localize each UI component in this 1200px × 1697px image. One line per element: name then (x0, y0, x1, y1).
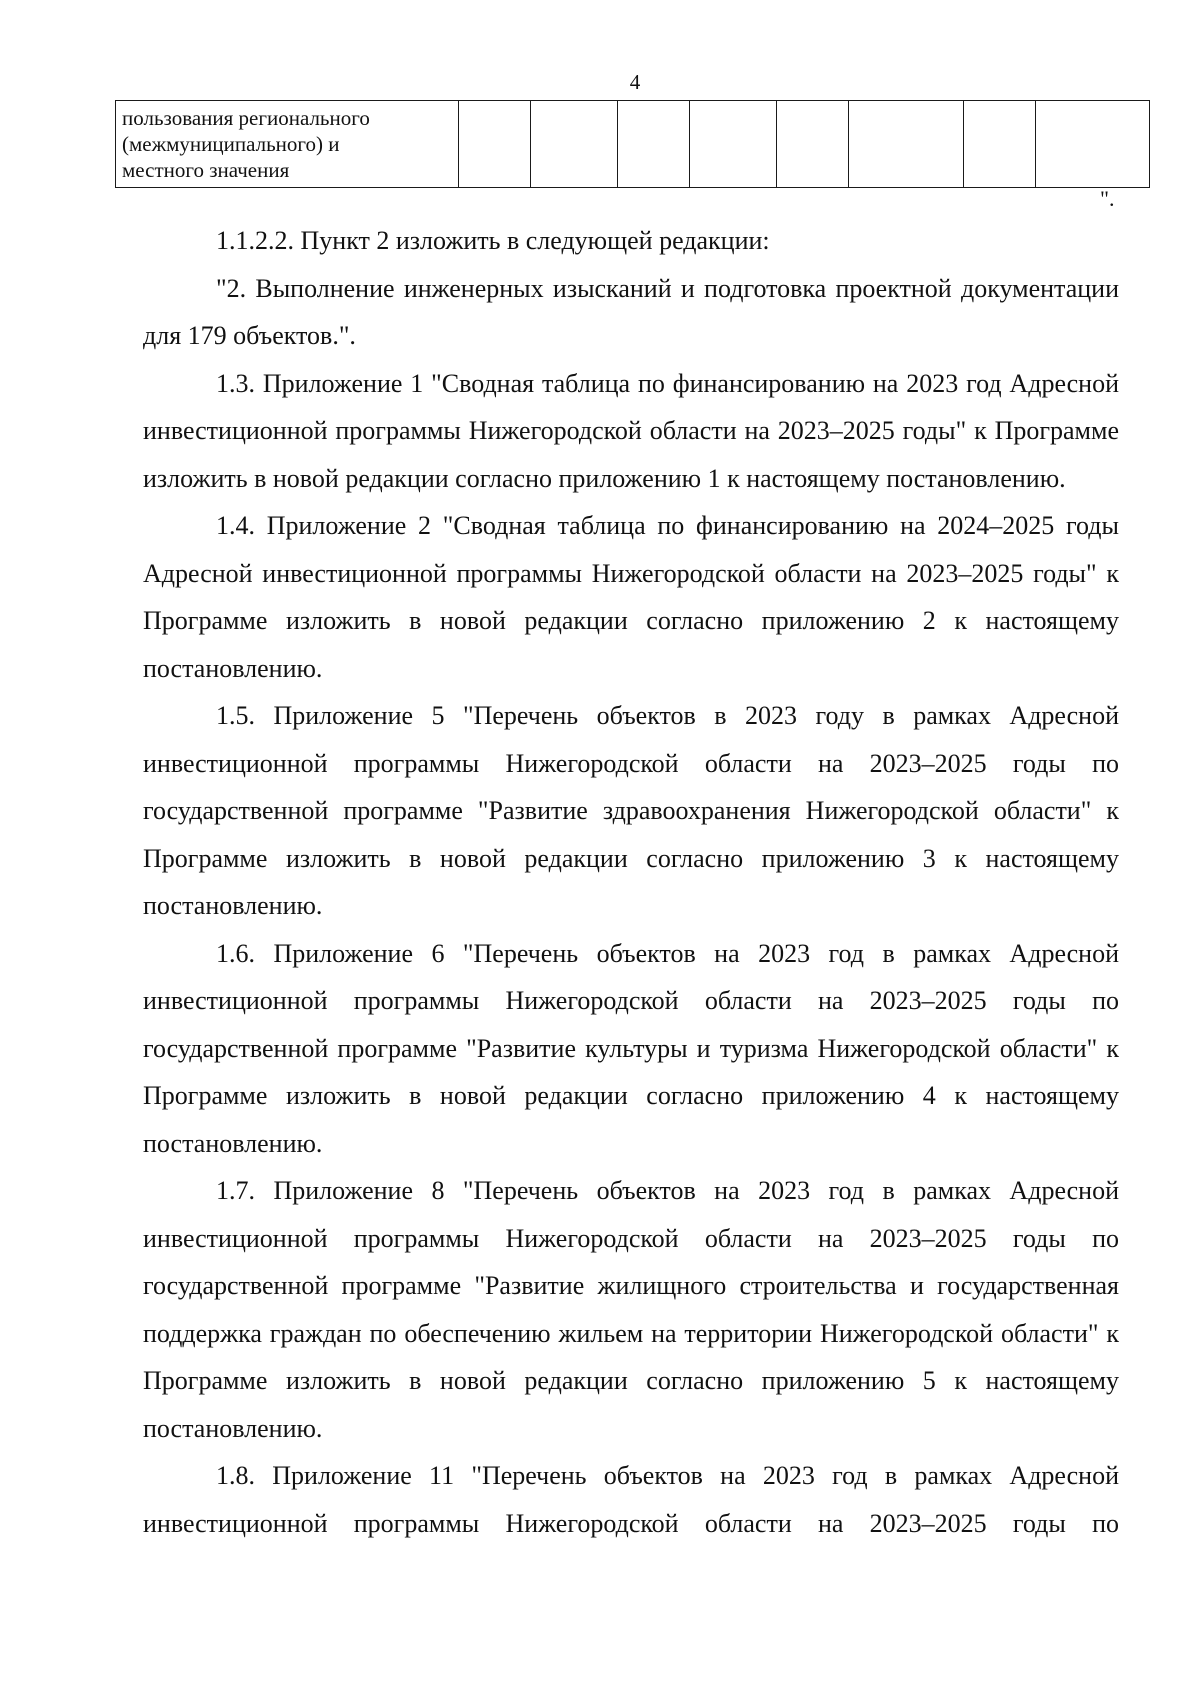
document-body (143, 217, 1119, 1547)
table-cell-line: пользования регионального (122, 106, 370, 130)
closing-quote: ". (1100, 186, 1115, 211)
table-fragment (115, 100, 1150, 188)
table-cell-empty (849, 101, 964, 188)
paragraph-1-5: 1.5. Приложение 5 "Перечень объектов в 2023 году в рамках Адресной инвестиционной программы Нижегородской области на 2023–2025 годы по государственной программе "Развитие здравоохранения Нижегородской области" к Программе изложить в новой редакции согласно приложению 3 к настоящему постановлению. (143, 701, 1119, 920)
table-cell-empty (1036, 101, 1150, 188)
paragraph-1-1-2-2: 1.1.2.2. Пункт 2 изложить в следующей редакции: (216, 226, 770, 255)
table-cell-name (116, 101, 459, 188)
paragraph-1-8: 1.8. Приложение 11 "Перечень объектов на 2023 год в рамках Адресной инвестиционной программы Нижегородской области на 2023–2025 годы по (143, 1461, 1119, 1538)
table-cell-empty (459, 101, 531, 188)
table-row (116, 101, 1150, 188)
paragraph-item-2: "2. Выполнение инженерных изысканий и подготовка проектной документации для 179 объектов.". (143, 273, 1119, 350)
paragraph-1-3: 1.3. Приложение 1 "Сводная таблица по финансированию на 2023 год Адресной инвестиционной программы Нижегородской области на 2023–2025 годы" к Программе изложить в новой редакции согласно приложению 1 к настоящему постановлению. (143, 368, 1119, 493)
table-cell-empty (531, 101, 618, 188)
table-cell-empty (964, 101, 1036, 188)
table-cell-empty (777, 101, 849, 188)
paragraph-1-7: 1.7. Приложение 8 "Перечень объектов на 2023 год в рамках Адресной инвестиционной программы Нижегородской области на 2023–2025 годы по государственной программе "Развитие жилищного строительства и государственная поддержка граждан по обеспечению жильем на территории Нижегородской области" к Программе изложить в новой редакции согласно приложению 5 к настоящему постановлению. (143, 1176, 1119, 1443)
paragraph-1-6: 1.6. Приложение 6 "Перечень объектов на 2023 год в рамках Адресной инвестиционной программы Нижегородской области на 2023–2025 годы по государственной программе "Развитие культуры и туризма Нижегородской области" к Программе изложить в новой редакции согласно приложению 4 к настоящему постановлению. (143, 938, 1119, 1158)
table-cell-line: (межмуниципального) и (122, 132, 340, 156)
page-number: 4 (629, 70, 641, 94)
table-cell-empty (690, 101, 777, 188)
table-cell-empty (618, 101, 690, 188)
paragraph-1-4: 1.4. Приложение 2 "Сводная таблица по финансированию на 2024–2025 годы Адресной инвестиционной программы Нижегородской области на 2023–2025 годы" к Программе изложить в новой редакции согласно приложению 2 к настоящему постановлению. (143, 511, 1119, 683)
table-cell-line: местного значения (122, 158, 290, 182)
